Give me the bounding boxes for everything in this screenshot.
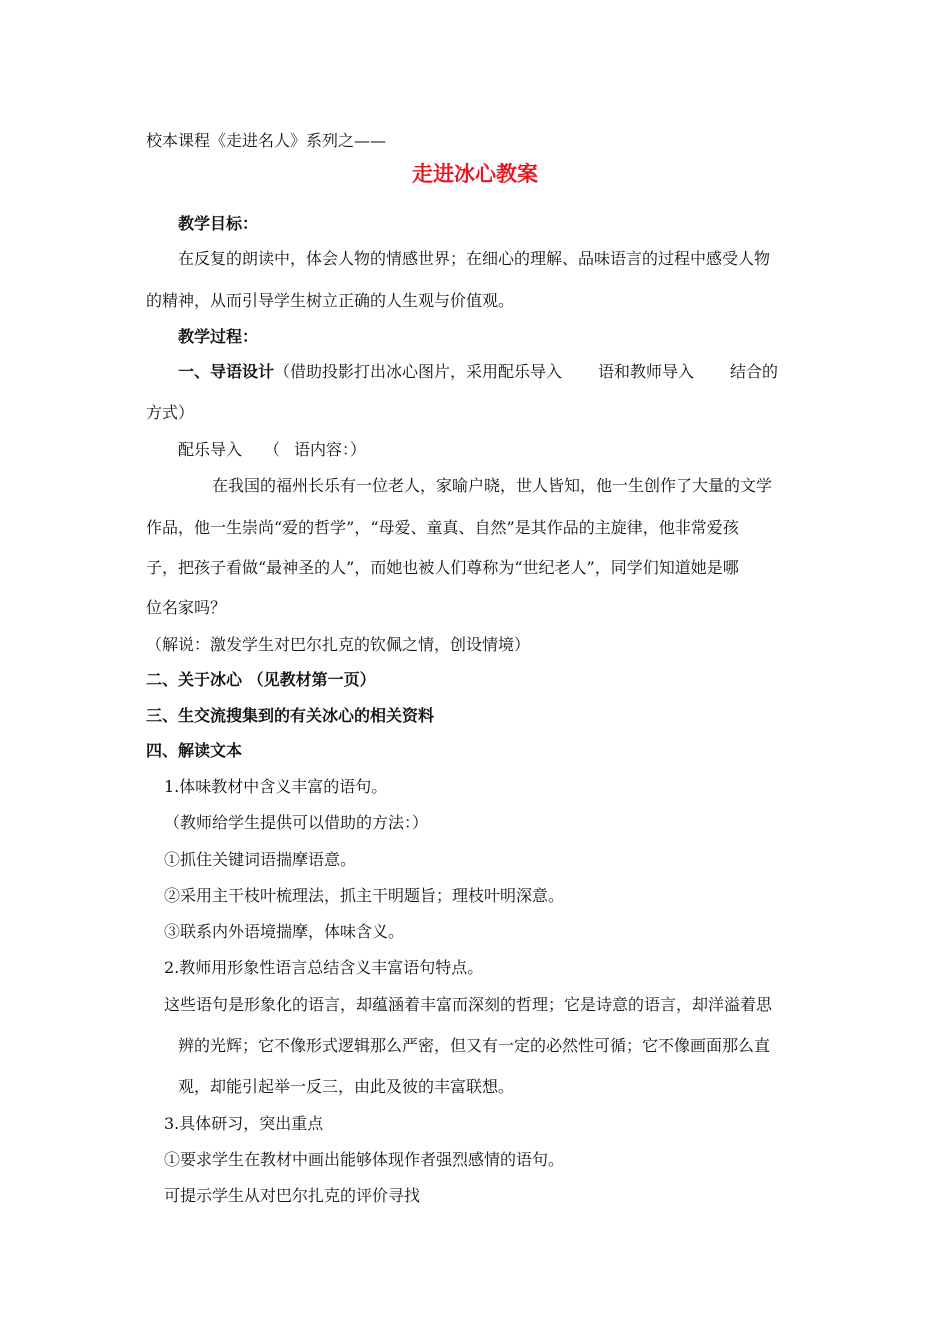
section-3-heading: 三、生交流搜集到的有关冰心的相关资料: [146, 706, 435, 725]
music-intro-paren: （: [264, 440, 281, 459]
page-title: 走进冰心教案: [412, 161, 538, 186]
point-1: 1.体味教材中含义丰富的语句。: [164, 777, 388, 796]
point-1-note: （教师给学生提供可以借助的方法：）: [164, 813, 429, 832]
goals-text-line-1: 在反复的朗读中，体会人物的情感世界；在细心的理解、品味语言的过程中感受人物: [178, 249, 771, 268]
section-1-cont: 方式）: [146, 403, 195, 422]
section-1-text-a: （借助投影打出冰心图片，采用配乐导入: [274, 362, 563, 381]
music-intro-label: 配乐导入: [178, 440, 243, 459]
method-3: ③联系内外语境揣摩，体味含义。: [164, 922, 405, 941]
intro-text-line-4: 位名家吗？: [146, 598, 227, 617]
method-2: ②采用主干枝叶梳理法，抓主干明题旨；理枝叶明深意。: [164, 886, 565, 905]
intro-text-line-3: 子，把孩子看做“最神圣的人”，而她也被人们尊称为“世纪老人”，同学们知道她是哪: [146, 558, 739, 577]
goals-heading: 教学目标：: [178, 214, 259, 233]
point-3-item-2: 可提示学生从对巴尔扎克的评价寻找: [164, 1186, 421, 1205]
intro-text-line-2: 作品，他一生崇尚“爱的哲学”，“母爱、童真、自然”是其作品的主旋律，他非常爱孩: [146, 518, 739, 537]
point-2-text-line-3: 观，却能引起举一反三，由此及彼的丰富联想。: [178, 1077, 515, 1096]
method-1: ①抓住关键词语揣摩语意。: [164, 850, 357, 869]
music-intro-line: [178, 440, 366, 460]
section-2-heading: 二、关于冰心 （见教材第一页）: [146, 670, 376, 689]
point-3: 3.具体研习，突出重点: [164, 1114, 324, 1133]
section-4-heading: 四、解读文本: [146, 741, 243, 760]
section-1-heading: 一、导语设计: [178, 362, 275, 381]
point-2: 2.教师用形象性语言总结含义丰富语句特点。: [164, 958, 484, 977]
section-1-text-c: 结合的: [730, 362, 779, 381]
process-heading: 教学过程：: [178, 327, 259, 346]
series-line: 校本课程《走进名人》系列之——: [146, 131, 387, 150]
explain-note: （解说：激发学生对巴尔扎克的钦佩之情，创设情境）: [146, 635, 531, 654]
section-1-line: [178, 362, 778, 382]
point-2-text-line-1: 这些语句是形象化的语言，却蕴涵着丰富而深刻的哲理；它是诗意的语言，却洋溢着思: [164, 995, 773, 1014]
point-2-text-line-2: 辨的光辉；它不像形式逻辑那么严密，但又有一定的必然性可循；它不像画面那么直: [178, 1036, 771, 1055]
music-intro-content-label: 语内容：）: [294, 440, 367, 459]
point-3-item-1: ①要求学生在教材中画出能够体现作者强烈感情的语句。: [164, 1150, 565, 1169]
goals-text-line-2: 的精神，从而引导学生树立正确的人生观与价值观。: [146, 291, 515, 310]
intro-text-line-1: 在我国的福州长乐有一位老人，家喻户晓，世人皆知，他一生创作了大量的文学: [212, 476, 773, 495]
section-1-text-b: 语和教师导入: [598, 362, 695, 381]
